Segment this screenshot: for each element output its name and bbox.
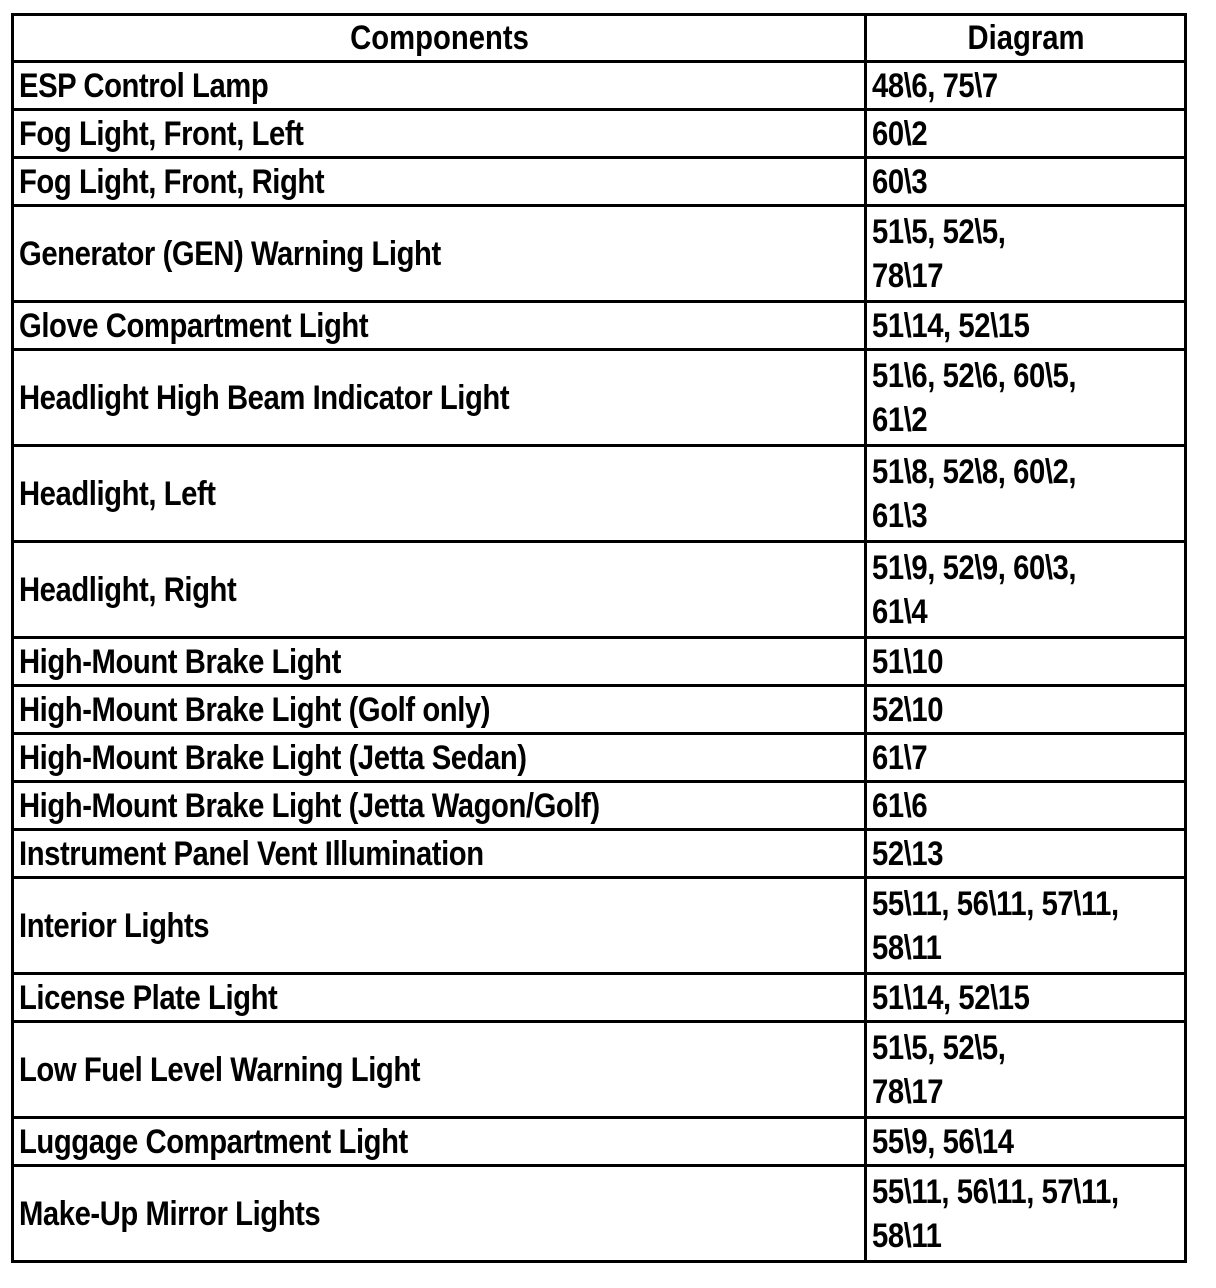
diagram-reference: 51\14, 52\15: [872, 306, 1030, 345]
component-name: Glove Compartment Light: [19, 306, 369, 345]
diagram-reference: 51\10: [872, 642, 944, 681]
diagram-reference: 61\6: [872, 786, 928, 825]
table-row: [13, 830, 1186, 878]
table-row: [13, 542, 1186, 638]
diagram-reference: 52\13: [872, 834, 944, 873]
component-name: High-Mount Brake Light (Jetta Sedan): [19, 738, 527, 777]
component-cell: [13, 302, 866, 350]
component-cell: [13, 542, 866, 638]
diagram-reference: 51\5, 52\5, 78\17: [872, 1028, 1006, 1111]
component-name: Headlight, Left: [19, 474, 216, 513]
diagram-cell: [866, 446, 1186, 542]
component-cell: [13, 446, 866, 542]
component-cell: [13, 974, 866, 1022]
table-row: [13, 734, 1186, 782]
component-cell: [13, 782, 866, 830]
table-row: [13, 1166, 1186, 1262]
diagram-reference: 52\10: [872, 690, 944, 729]
component-cell: [13, 110, 866, 158]
diagram-cell: [866, 350, 1186, 446]
component-cell: [13, 878, 866, 974]
table-row: [13, 446, 1186, 542]
diagram-cell: [866, 302, 1186, 350]
diagram-reference: 51\14, 52\15: [872, 978, 1030, 1017]
diagram-cell: [866, 878, 1186, 974]
component-name: Instrument Panel Vent Illumination: [19, 834, 484, 873]
component-cell: [13, 1022, 866, 1118]
diagram-cell: [866, 1118, 1186, 1166]
diagram-cell: [866, 62, 1186, 110]
component-name: Fog Light, Front, Right: [19, 162, 325, 201]
table-row: [13, 782, 1186, 830]
component-cell: [13, 734, 866, 782]
diagram-reference: 60\2: [872, 114, 928, 153]
diagram-cell: [866, 1166, 1186, 1262]
diagram-cell: [866, 206, 1186, 302]
table-body: [13, 62, 1186, 1262]
table-row: [13, 686, 1186, 734]
diagram-cell: [866, 686, 1186, 734]
component-name: High-Mount Brake Light (Golf only): [19, 690, 491, 729]
component-cell: [13, 350, 866, 446]
diagram-cell: [866, 830, 1186, 878]
diagram-reference: 51\5, 52\5, 78\17: [872, 212, 1006, 295]
table-row: [13, 206, 1186, 302]
diagram-cell: [866, 974, 1186, 1022]
diagram-reference: 51\8, 52\8, 60\2, 61\3: [872, 452, 1077, 535]
column-header-components: Components: [72, 15, 806, 62]
component-cell: [13, 1118, 866, 1166]
diagram-cell: [866, 542, 1186, 638]
table-row: [13, 974, 1186, 1022]
diagram-cell: [866, 1022, 1186, 1118]
component-name: Headlight High Beam Indicator Light: [19, 378, 510, 417]
components-diagram-table: [11, 13, 1187, 1263]
diagram-cell: [866, 734, 1186, 782]
diagram-reference: 55\11, 56\11, 57\11, 58\11: [872, 884, 1119, 967]
table-row: [13, 110, 1186, 158]
component-name: Interior Lights: [19, 906, 210, 945]
component-cell: [13, 638, 866, 686]
diagram-reference: 51\6, 52\6, 60\5, 61\2: [872, 356, 1077, 439]
column-header-diagram: Diagram: [888, 15, 1163, 62]
table-row: [13, 1118, 1186, 1166]
diagram-cell: [866, 110, 1186, 158]
diagram-reference: 55\11, 56\11, 57\11, 58\11: [872, 1172, 1119, 1255]
component-name: Headlight, Right: [19, 570, 237, 609]
table-row: [13, 62, 1186, 110]
diagram-cell: [866, 638, 1186, 686]
component-name: Luggage Compartment Light: [19, 1122, 408, 1161]
component-name: High-Mount Brake Light (Jetta Wagon/Golf): [19, 786, 600, 825]
component-cell: [13, 686, 866, 734]
component-name: Make-Up Mirror Lights: [19, 1194, 321, 1233]
table-header-row: [13, 15, 1186, 62]
table-row: [13, 638, 1186, 686]
component-cell: [13, 158, 866, 206]
component-name: High-Mount Brake Light: [19, 642, 341, 681]
diagram-reference: 61\7: [872, 738, 928, 777]
table-row: [13, 878, 1186, 974]
diagram-reference: 55\9, 56\14: [872, 1122, 1014, 1161]
diagram-cell: [866, 782, 1186, 830]
component-cell: [13, 62, 866, 110]
component-name: Fog Light, Front, Left: [19, 114, 304, 153]
table-row: [13, 302, 1186, 350]
table-row: [13, 158, 1186, 206]
diagram-reference: 51\9, 52\9, 60\3, 61\4: [872, 548, 1077, 631]
diagram-reference: 60\3: [872, 162, 928, 201]
component-name: Low Fuel Level Warning Light: [19, 1050, 421, 1089]
component-name: ESP Control Lamp: [19, 66, 269, 105]
components-diagram-sheet: [11, 13, 1184, 1263]
component-cell: [13, 206, 866, 302]
component-name: License Plate Light: [19, 978, 278, 1017]
table-row: [13, 350, 1186, 446]
component-name: Generator (GEN) Warning Light: [19, 234, 441, 273]
table-row: [13, 1022, 1186, 1118]
diagram-cell: [866, 158, 1186, 206]
diagram-reference: 48\6, 75\7: [872, 66, 998, 105]
component-cell: [13, 1166, 866, 1262]
component-cell: [13, 830, 866, 878]
